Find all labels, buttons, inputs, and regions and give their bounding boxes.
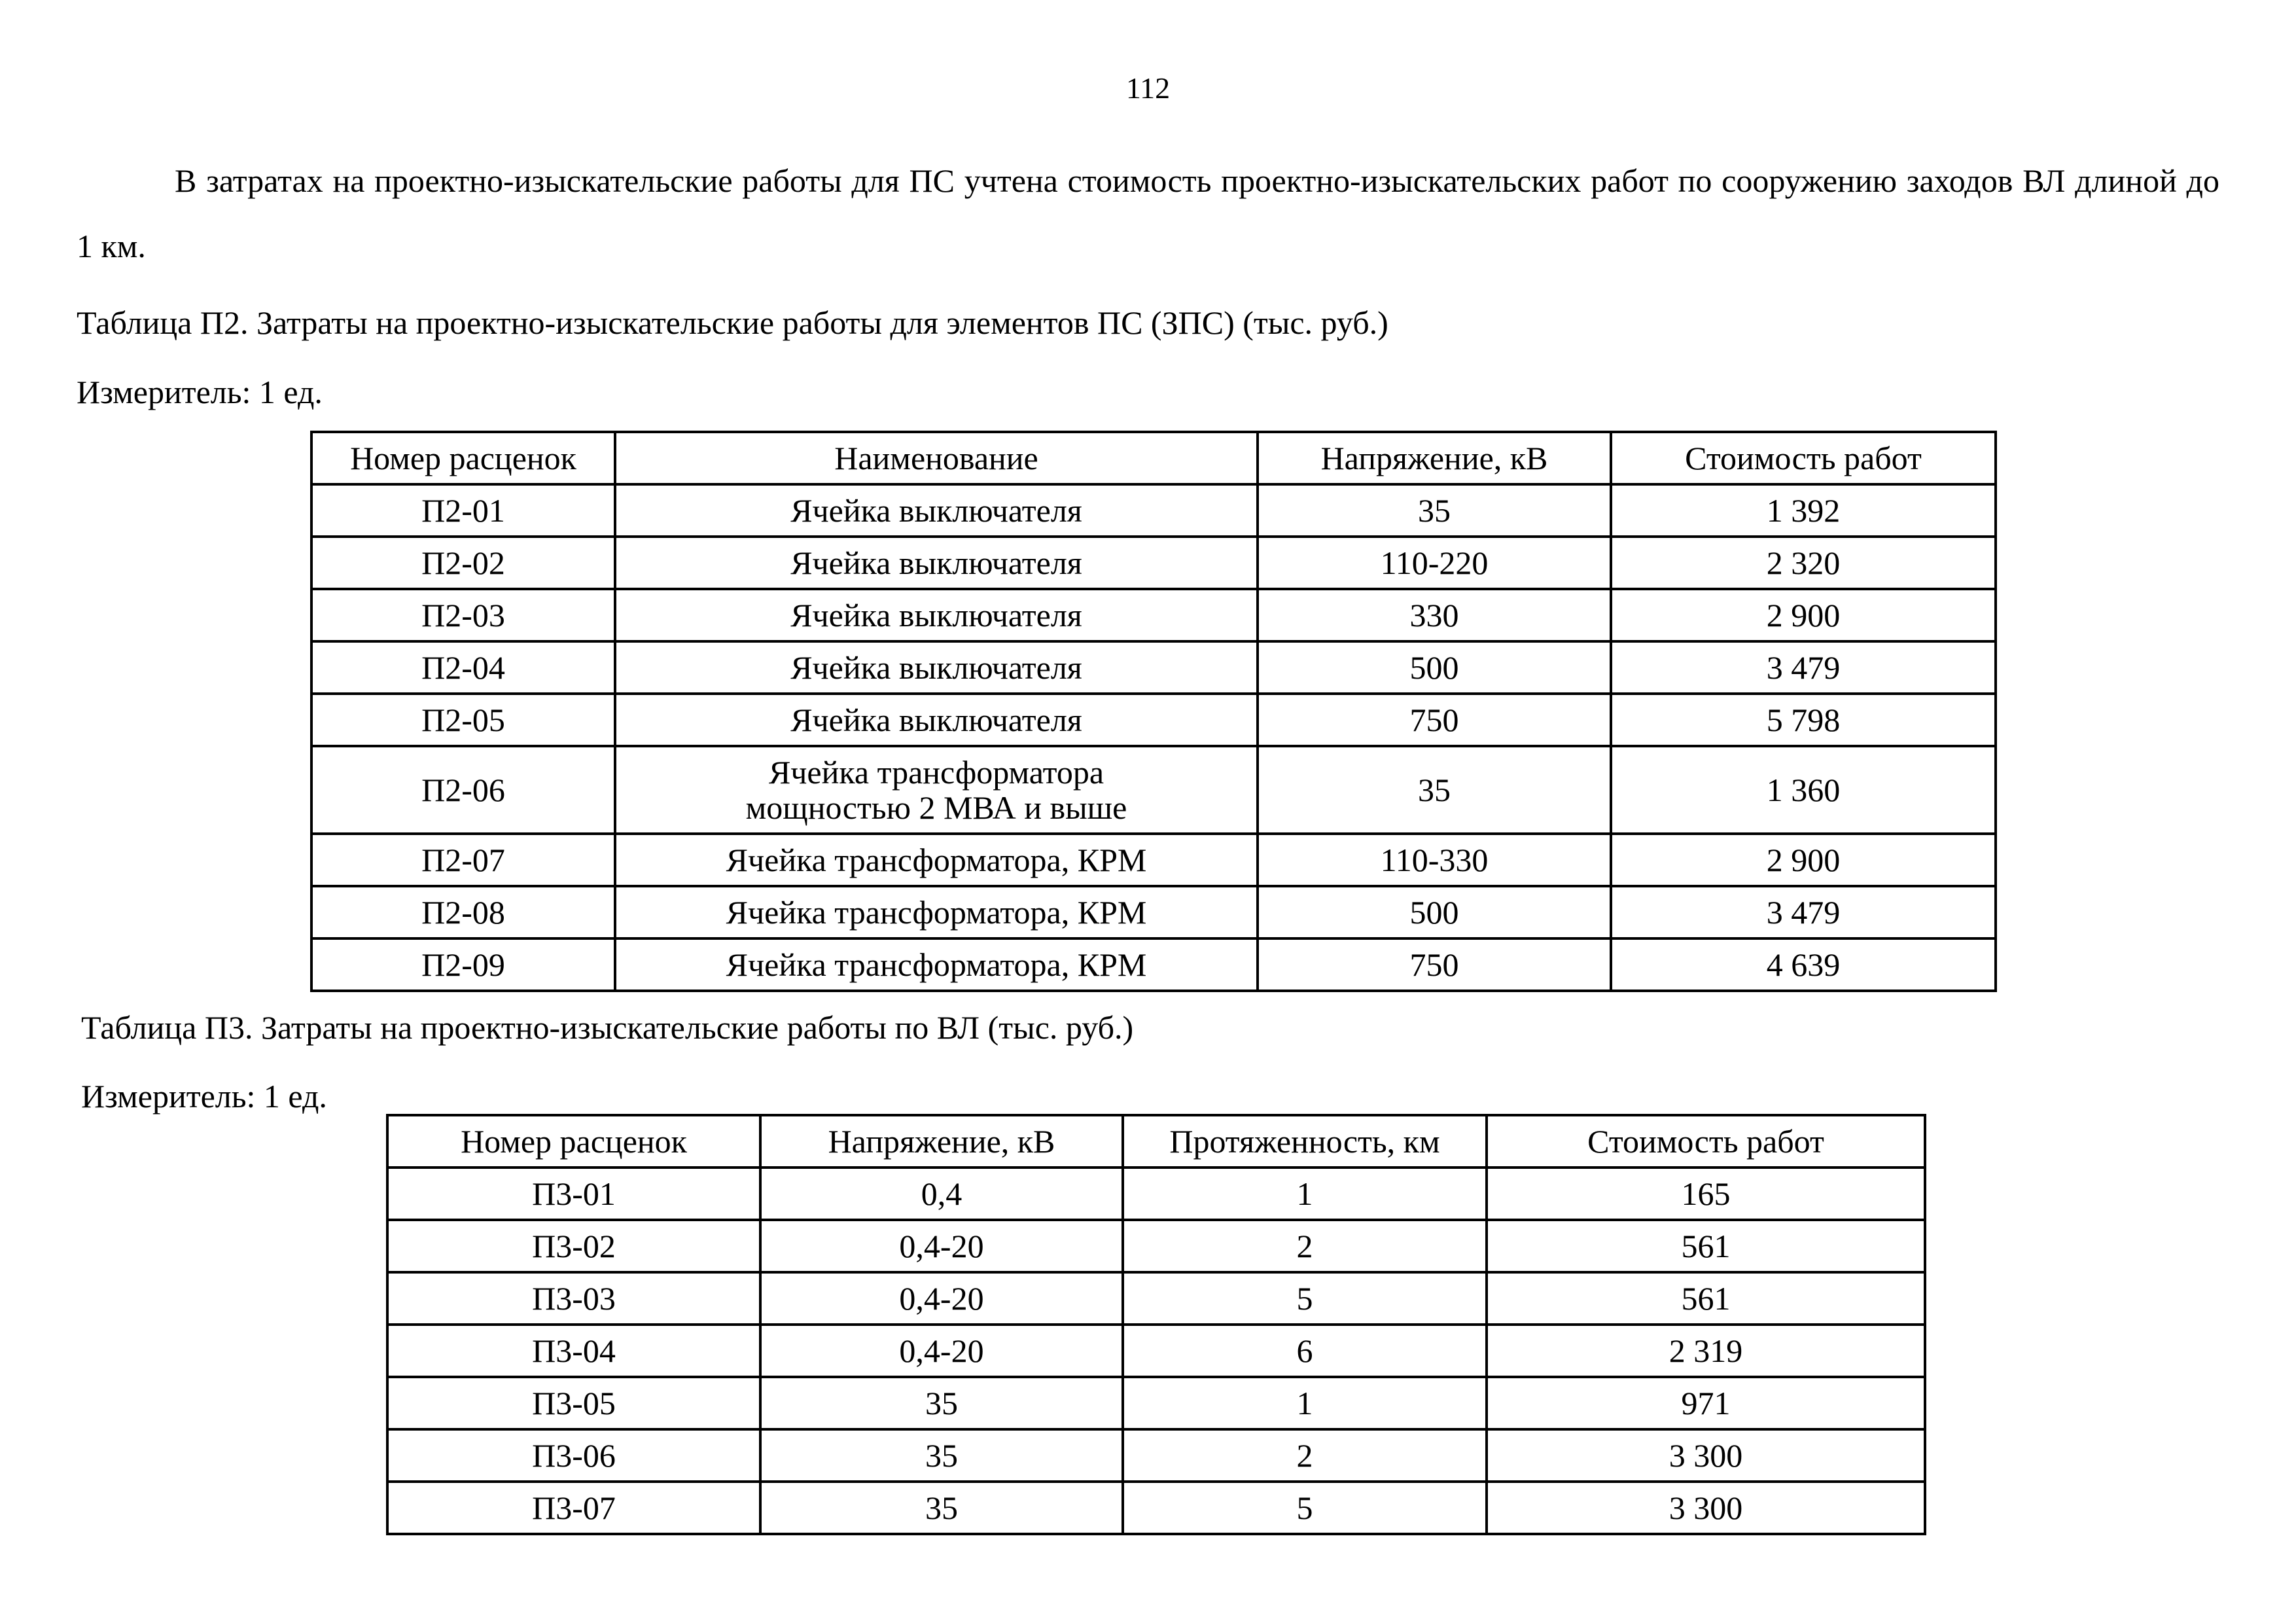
header-cell: Стоимость работ bbox=[1487, 1115, 1925, 1168]
voltage-cell: 0,4-20 bbox=[760, 1325, 1123, 1377]
code-cell: П2-02 bbox=[311, 537, 615, 589]
length-cell: 5 bbox=[1123, 1482, 1487, 1534]
cost-cell: 2 319 bbox=[1487, 1325, 1925, 1377]
voltage-cell: 750 bbox=[1258, 938, 1611, 991]
code-cell: П3-04 bbox=[387, 1325, 760, 1377]
table-row bbox=[387, 1220, 1925, 1272]
name-cell: Ячейка выключателя bbox=[615, 694, 1258, 746]
code-cell: П3-06 bbox=[387, 1429, 760, 1482]
table-p2-caption: Таблица П2. Затраты на проектно-изыскательские работы для элементов ПС (ЗПС) (тыс. руб.) bbox=[77, 304, 1388, 341]
name-cell: Ячейка трансформатора, КРМ bbox=[615, 938, 1258, 991]
voltage-cell: 500 bbox=[1258, 641, 1611, 694]
voltage-cell: 0,4-20 bbox=[760, 1272, 1123, 1325]
header-cell: Стоимость работ bbox=[1611, 432, 1996, 484]
length-cell: 5 bbox=[1123, 1272, 1487, 1325]
name-cell: Ячейка трансформатора, КРМ bbox=[615, 886, 1258, 938]
cost-cell: 3 479 bbox=[1611, 641, 1996, 694]
code-cell: П2-05 bbox=[311, 694, 615, 746]
cost-cell: 2 320 bbox=[1611, 537, 1996, 589]
voltage-cell: 110-220 bbox=[1258, 537, 1611, 589]
cost-cell: 5 798 bbox=[1611, 694, 1996, 746]
table-row bbox=[311, 886, 1996, 938]
voltage-cell: 35 bbox=[1258, 746, 1611, 834]
table-row bbox=[311, 484, 1996, 537]
header-cell: Номер расценок bbox=[387, 1115, 760, 1168]
code-cell: П2-01 bbox=[311, 484, 615, 537]
cost-cell: 561 bbox=[1487, 1220, 1925, 1272]
cost-cell: 2 900 bbox=[1611, 589, 1996, 641]
header-cell: Напряжение, кВ bbox=[760, 1115, 1123, 1168]
code-cell: П2-08 bbox=[311, 886, 615, 938]
table-row bbox=[311, 641, 1996, 694]
cost-cell: 165 bbox=[1487, 1168, 1925, 1220]
table-p3-caption: Таблица П3. Затраты на проектно-изыскательские работы по ВЛ (тыс. руб.) bbox=[81, 1009, 1134, 1046]
code-cell: П2-04 bbox=[311, 641, 615, 694]
length-cell: 1 bbox=[1123, 1377, 1487, 1429]
code-cell: П3-07 bbox=[387, 1482, 760, 1534]
code-cell: П3-03 bbox=[387, 1272, 760, 1325]
voltage-cell: 500 bbox=[1258, 886, 1611, 938]
length-cell: 1 bbox=[1123, 1168, 1487, 1220]
code-cell: П2-09 bbox=[311, 938, 615, 991]
table-row bbox=[311, 834, 1996, 886]
table-row bbox=[311, 537, 1996, 589]
cost-cell: 3 300 bbox=[1487, 1482, 1925, 1534]
name-cell: Ячейка выключателя bbox=[615, 484, 1258, 537]
voltage-cell: 0,4-20 bbox=[760, 1220, 1123, 1272]
length-cell: 6 bbox=[1123, 1325, 1487, 1377]
header-cell: Напряжение, кВ bbox=[1258, 432, 1611, 484]
name-cell: Ячейка трансформатора мощностью 2 МВА и выше bbox=[615, 746, 1258, 834]
voltage-cell: 330 bbox=[1258, 589, 1611, 641]
table-row bbox=[387, 1377, 1925, 1429]
table-row bbox=[387, 1482, 1925, 1534]
voltage-cell: 110-330 bbox=[1258, 834, 1611, 886]
table-p3-unit: Измеритель: 1 ед. bbox=[81, 1078, 327, 1115]
intro-paragraph: В затратах на проектно-изыскательские работы для ПС учтена стоимость проектно-изыскательских работ по сооружению заходов ВЛ длиной до 1 км. bbox=[77, 162, 2219, 264]
header-cell: Номер расценок bbox=[311, 432, 615, 484]
code-cell: П2-07 bbox=[311, 834, 615, 886]
voltage-cell: 35 bbox=[760, 1377, 1123, 1429]
table-row bbox=[311, 589, 1996, 641]
cost-cell: 1 360 bbox=[1611, 746, 1996, 834]
table-row bbox=[387, 1325, 1925, 1377]
table-p3 bbox=[386, 1114, 1926, 1535]
name-cell: Ячейка выключателя bbox=[615, 589, 1258, 641]
header-cell: Протяженность, км bbox=[1123, 1115, 1487, 1168]
name-cell: Ячейка трансформатора, КРМ bbox=[615, 834, 1258, 886]
table-row bbox=[387, 1272, 1925, 1325]
voltage-cell: 35 bbox=[760, 1429, 1123, 1482]
table-row bbox=[311, 746, 1996, 834]
table-p2-unit: Измеритель: 1 ед. bbox=[77, 374, 323, 410]
length-cell: 2 bbox=[1123, 1429, 1487, 1482]
cost-cell: 1 392 bbox=[1611, 484, 1996, 537]
code-cell: П2-03 bbox=[311, 589, 615, 641]
voltage-cell: 750 bbox=[1258, 694, 1611, 746]
code-cell: П3-01 bbox=[387, 1168, 760, 1220]
cost-cell: 2 900 bbox=[1611, 834, 1996, 886]
voltage-cell: 35 bbox=[1258, 484, 1611, 537]
table-p2 bbox=[310, 431, 1997, 992]
cost-cell: 3 300 bbox=[1487, 1429, 1925, 1482]
length-cell: 2 bbox=[1123, 1220, 1487, 1272]
cost-cell: 3 479 bbox=[1611, 886, 1996, 938]
page-number: 112 bbox=[1125, 71, 1171, 105]
table-row bbox=[311, 694, 1996, 746]
table-row bbox=[311, 938, 1996, 991]
name-cell: Ячейка выключателя bbox=[615, 641, 1258, 694]
cost-cell: 4 639 bbox=[1611, 938, 1996, 991]
name-cell: Ячейка выключателя bbox=[615, 537, 1258, 589]
cost-cell: 561 bbox=[1487, 1272, 1925, 1325]
table-header-row bbox=[311, 432, 1996, 484]
code-cell: П2-06 bbox=[311, 746, 615, 834]
table-header-row bbox=[387, 1115, 1925, 1168]
voltage-cell: 0,4 bbox=[760, 1168, 1123, 1220]
cost-cell: 971 bbox=[1487, 1377, 1925, 1429]
voltage-cell: 35 bbox=[760, 1482, 1123, 1534]
table-row bbox=[387, 1429, 1925, 1482]
code-cell: П3-05 bbox=[387, 1377, 760, 1429]
header-cell: Наименование bbox=[615, 432, 1258, 484]
code-cell: П3-02 bbox=[387, 1220, 760, 1272]
table-row bbox=[387, 1168, 1925, 1220]
